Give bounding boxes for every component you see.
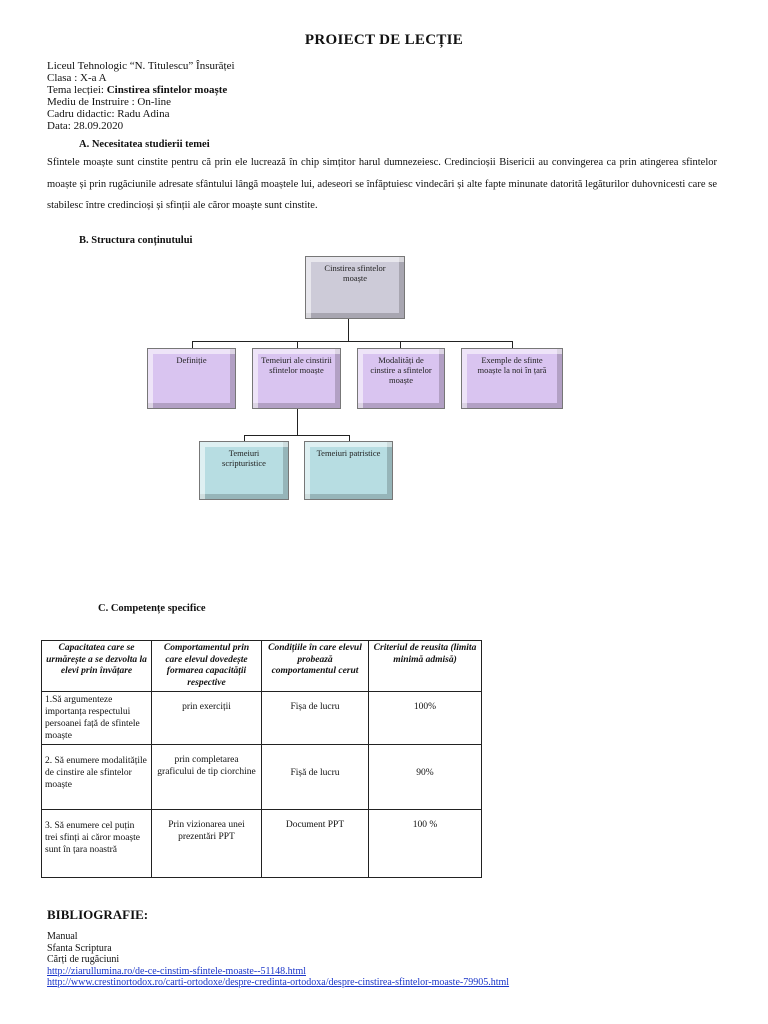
column-header: Criteriul de reusita (limita minimă admisă) xyxy=(369,641,482,692)
class-line: Clasa : X-a A xyxy=(47,72,107,84)
connector-child-3 xyxy=(400,341,401,348)
document-title: PROIECT DE LECȚIE xyxy=(304,32,464,48)
connector-child-2 xyxy=(297,341,298,348)
diagram-child-definition: Definiție xyxy=(147,348,236,409)
table-row xyxy=(42,692,482,745)
diagram-child-modalities: Modalități de cinstire a sfintelor moaște xyxy=(357,348,445,409)
section-a-heading: A. Necesitatea studierii temei xyxy=(79,139,210,150)
connector-root xyxy=(348,319,349,341)
bibliography-link[interactable]: http://www.crestinortodox.ro/carti-ortodoxe/despre-credinta-ortodoxa/despre-cinstirea-sfintelor-moaste-79905.html xyxy=(47,977,510,988)
topic-value: Cinstirea sfintelor moaște xyxy=(106,84,228,96)
table-cell: Document PPT xyxy=(262,810,369,878)
environment-line: Mediu de Instruire : On-line xyxy=(47,96,172,108)
table-row xyxy=(42,810,482,878)
table-cell: 2. Să enumere modalitățile de cinstire ale sfintelor moaște xyxy=(42,745,152,810)
school-line: Liceul Tehnologic “N. Titulescu” Însurăței xyxy=(47,60,235,72)
table-cell: prin exerciții xyxy=(152,692,262,745)
bibliography-list xyxy=(47,931,509,989)
connector-foundations xyxy=(297,409,298,435)
table-cell: 3. Să enumere cel puțin trei sfinți ai căror moaște sunt în țara noastră xyxy=(42,810,152,878)
diagram-child-examples: Exemple de sfinte moaște la noi în țară xyxy=(461,348,563,409)
table-cell: prin completarea graficului de tip ciorchine xyxy=(152,745,262,810)
section-c-heading: C. Competențe specifice xyxy=(98,603,206,614)
table-header-row xyxy=(42,641,482,692)
section-a-paragraph: Sfintele moaște sunt cinstite pentru că prin ele lucrează în chip simțitor harul dumnezeiesc. Credincioșii Bisericii au convingerea ca prin atingerea sfintelor moaște și prin rugăciunile adresate sfântului lângă moaștele lui, adeseori se înfăptuiesc vindecări și alte fapte minunate datorită legăturilor duhovnicesti care se stabilesc între credincioși și sfinții ale căror moaște sunt cinstite. xyxy=(47,157,717,211)
bibliography-item: Manual xyxy=(47,931,78,942)
diagram-child-foundations: Temeiuri ale cinstirii sfintelor moaște xyxy=(252,348,341,409)
connector-grandchildren-bar xyxy=(244,435,349,436)
teacher-line: Cadru didactic: Radu Adina xyxy=(47,108,170,120)
date-line: Data: 28.09.2020 xyxy=(47,120,124,132)
connector-child-1 xyxy=(192,341,193,348)
table-row xyxy=(42,745,482,810)
column-header: Condițiile în care elevul probează comportamentul cerut xyxy=(262,641,369,692)
competences-table xyxy=(41,640,482,878)
bibliography-item: Sfanta Scriptura xyxy=(47,942,112,954)
column-header: Capacitatea care se urmărește a se dezvolta la elevi prin învățare xyxy=(42,641,152,692)
table-cell: 90% xyxy=(369,745,482,810)
bibliography-heading: BIBLIOGRAFIE: xyxy=(47,907,149,922)
diagram-grandchild-scriptural: Temeiuri scripturistice xyxy=(199,441,289,500)
table-cell: Prin vizionarea unei prezentări PPT xyxy=(152,810,262,878)
bibliography-link[interactable]: http://ziarullumina.ro/de-ce-cinstim-sfintele-moaste--51148.html xyxy=(47,965,306,977)
topic-line xyxy=(47,84,227,96)
diagram-root-box: Cinstirea sfintelor moaște xyxy=(305,256,405,319)
bibliography-item: Cărți de rugăciuni xyxy=(47,954,120,965)
diagram-grandchild-patristic: Temeiuri patristice xyxy=(304,441,393,500)
table-cell: Fișa de lucru xyxy=(262,692,369,745)
table-cell: 100 % xyxy=(369,810,482,878)
table-cell: Fișă de lucru xyxy=(262,745,369,810)
connector-child-4 xyxy=(512,341,513,348)
column-header: Comportamentul prin care elevul dovedește formarea capacității respective xyxy=(152,641,262,692)
section-b-heading: B. Structura conținutului xyxy=(79,235,193,246)
table-cell: 1.Să argumenteze importanța respectului persoanei față de sfintele moaște xyxy=(42,692,152,745)
topic-label: Tema lecției: xyxy=(47,84,104,96)
connector-children-bar xyxy=(192,341,512,342)
table-cell: 100% xyxy=(369,692,482,745)
